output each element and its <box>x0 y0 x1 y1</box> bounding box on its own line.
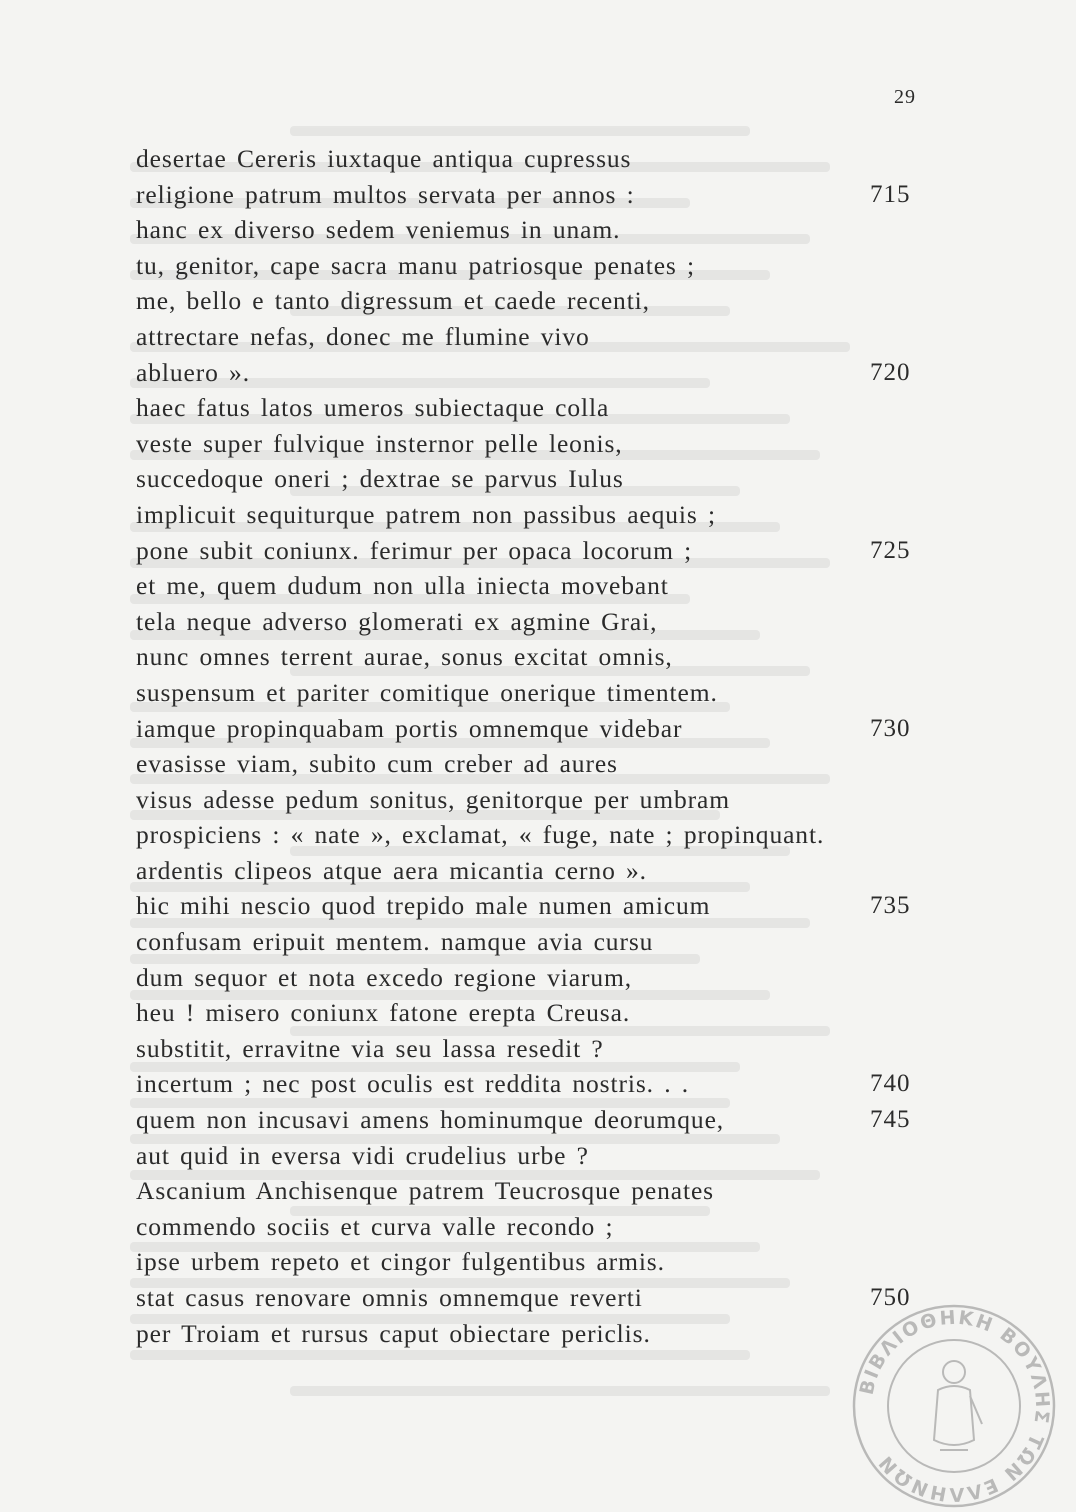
verse-line <box>136 888 926 924</box>
verse-line <box>136 1280 926 1316</box>
verse-text: attrectare nefas, donec me flumine vivo <box>136 321 590 351</box>
line-number: 720 <box>870 358 911 386</box>
verse-text: evasisse viam, subito cum creber ad aures <box>136 749 618 779</box>
verse-line <box>136 746 926 782</box>
verse-text: commendo sociis et curva valle recondo ; <box>136 1211 614 1241</box>
verse-text: pone subit coniunx. ferimur per opaca locorum ; <box>136 535 693 565</box>
verse-line <box>136 177 926 213</box>
verse-text: haec fatus latos umeros subiectaque colla <box>136 393 610 423</box>
verse-text: quem non incusavi amens hominumque deorumque, <box>136 1105 725 1135</box>
verse-text: ipse urbem repeto et cingor fulgentibus armis. <box>136 1247 665 1277</box>
stamp-figure-icon <box>934 1361 982 1450</box>
verse-text: substitit, erravitne via seu lassa resedit ? <box>136 1033 604 1063</box>
line-number: 745 <box>870 1106 911 1134</box>
verse-line <box>136 426 926 462</box>
verse-line <box>136 355 926 391</box>
line-number: 740 <box>870 1070 911 1098</box>
verse-line <box>136 461 926 497</box>
verse-text: aut quid in eversa vidi crudelius urbe ? <box>136 1140 589 1170</box>
verse-text: confusam eripuit mentem. namque avia cursu <box>136 927 654 957</box>
verse-text: per Troiam et rursus caput obiectare periclis. <box>136 1318 651 1348</box>
verse-line <box>136 639 926 675</box>
verse-text: iamque propinquabam portis omnemque videbar <box>136 713 683 743</box>
verse-line <box>136 1138 926 1174</box>
verse-text: Ascanium Anchisenque patrem Teucrosque penates <box>136 1176 714 1206</box>
verse-text: heu ! misero coniunx fatone erepta Creusa. <box>136 998 631 1028</box>
verse-text: visus adesse pedum sonitus, genitorque per umbram <box>136 784 730 814</box>
verse-line <box>136 711 926 747</box>
verse-text: tu, genitor, cape sacra manu patriosque penates ; <box>136 250 696 280</box>
verse-line <box>136 1316 926 1352</box>
verse-text: incertum ; nec post oculis est reddita nostris. . . <box>136 1069 690 1099</box>
verse-text: tela neque adverso glomerati ex agmine Grai, <box>136 606 658 636</box>
verse-block <box>136 141 926 1351</box>
verse-line <box>136 283 926 319</box>
verse-text: prospiciens : « nate », exclamat, « fuge, nate ; propinquant. <box>136 820 825 850</box>
stamp-inner-ring <box>888 1340 1020 1472</box>
line-number: 750 <box>870 1284 911 1311</box>
verse-line <box>136 1031 926 1067</box>
verse-text: me, bello e tanto digressum et caede recenti, <box>136 286 650 316</box>
verse-text: suspensum et pariter comitique onerique timentem. <box>136 677 718 707</box>
line-number: 715 <box>870 180 911 208</box>
verse-line <box>136 995 926 1031</box>
verse-text: succedoque oneri ; dextrae se parvus Iulus <box>136 464 624 494</box>
verse-text: stat casus renovare omnis omnemque reverti <box>136 1283 643 1312</box>
library-stamp <box>848 1300 1060 1512</box>
verse-line <box>136 533 926 569</box>
verse-line <box>136 853 926 889</box>
verse-line <box>136 1102 926 1138</box>
verse-line <box>136 248 926 284</box>
verse-line <box>136 960 926 996</box>
stamp-text: ΒΙΒΛΙΟΘΗΚΗ ΒΟΥΛΗΣ ΤΩΝ ΕΛΛΗΝΩΝ <box>855 1306 1054 1506</box>
verse-line <box>136 1209 926 1245</box>
verse-text: religione patrum multos servata per annos : <box>136 179 635 209</box>
verse-text: nunc omnes terrent aurae, sonus excitat omnis, <box>136 642 673 672</box>
verse-text: hanc ex diverso sedem veniemus in unam. <box>136 215 621 245</box>
verse-line <box>136 782 926 818</box>
verse-line <box>136 141 926 177</box>
verse-line <box>136 319 926 355</box>
verse-text: dum sequor et nota excedo regione viarum, <box>136 962 633 992</box>
line-number: 725 <box>870 536 911 564</box>
line-number: 730 <box>870 714 911 742</box>
verse-text: implicuit sequiturque patrem non passibus aequis ; <box>136 499 716 529</box>
verse-text: et me, quem dudum non ulla iniecta movebant <box>136 571 669 601</box>
line-number: 735 <box>870 892 911 920</box>
verse-text: veste super fulvique insternor pelle leonis, <box>136 428 623 458</box>
verse-text: ardentis clipeos atque aera micantia cerno ». <box>136 855 647 885</box>
verse-line <box>136 924 926 960</box>
verse-line <box>136 1173 926 1209</box>
page-number: 29 <box>894 86 916 108</box>
verse-line <box>136 1066 926 1102</box>
verse-line <box>136 497 926 533</box>
verse-text: desertae Cereris iuxtaque antiqua cupressus <box>136 144 632 173</box>
verse-line <box>136 604 926 640</box>
verse-line <box>136 390 926 426</box>
verse-line <box>136 568 926 604</box>
verse-line <box>136 212 926 248</box>
verse-line <box>136 817 926 853</box>
verse-line <box>136 1244 926 1280</box>
verse-line <box>136 675 926 711</box>
verse-text: abluero ». <box>136 357 250 387</box>
verse-text: hic mihi nescio quod trepido male numen amicum <box>136 891 711 921</box>
